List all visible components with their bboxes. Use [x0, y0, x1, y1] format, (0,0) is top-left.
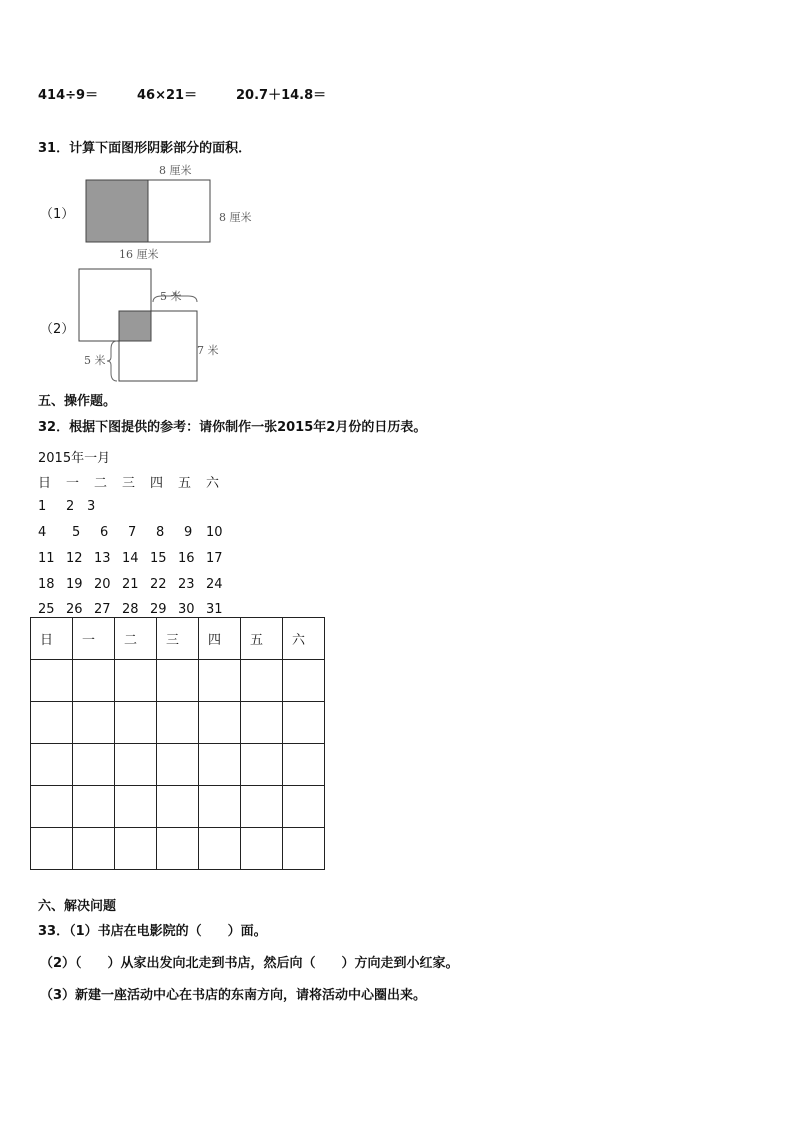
grid-header-cell: 一: [73, 618, 115, 660]
date-cell: 23: [178, 577, 195, 592]
grid-header-cell: 四: [199, 618, 241, 660]
date-cell: 5: [72, 525, 81, 540]
date-cell: 2: [66, 499, 75, 514]
q32-title: 32．根据下图提供的参考：请你制作一张2015年2月份的日历表。: [38, 420, 427, 435]
grid-cell[interactable]: [31, 744, 73, 786]
q33-line-3: （3）新建一座活动中心在书店的东南方向，请将活动中心圈出来。: [40, 988, 427, 1003]
fig2-right-dim: 7 米: [197, 344, 219, 357]
date-cell: 9: [184, 525, 193, 540]
fig2-top-dim: 5 米: [160, 290, 182, 303]
date-cell: 29: [150, 602, 167, 617]
grid-cell[interactable]: [157, 828, 199, 870]
date-cell: 11: [38, 551, 55, 566]
grid-cell[interactable]: [31, 828, 73, 870]
grid-cell[interactable]: [199, 828, 241, 870]
grid-row: [31, 660, 325, 702]
grid-cell[interactable]: [241, 744, 283, 786]
date-cell: 7: [128, 525, 137, 540]
date-cell: 17: [206, 551, 223, 566]
date-cell: 4: [38, 525, 47, 540]
grid-header-cell: 二: [115, 618, 157, 660]
grid-header-cell: 日: [31, 618, 73, 660]
grid-row: [31, 744, 325, 786]
grid-cell[interactable]: [283, 786, 325, 828]
weekday-label: 四: [150, 476, 164, 491]
date-cell: 15: [150, 551, 167, 566]
february-calendar-grid: [30, 617, 325, 870]
expression-2: 46×21＝: [137, 88, 198, 103]
date-cell: 31: [206, 602, 223, 617]
grid-header-cell: 六: [283, 618, 325, 660]
grid-cell[interactable]: [115, 744, 157, 786]
grid-cell[interactable]: [283, 702, 325, 744]
date-cell: 19: [66, 577, 83, 592]
date-cell: 20: [94, 577, 111, 592]
expression-3: 20.7＋14.8＝: [236, 88, 327, 103]
grid-cell[interactable]: [31, 786, 73, 828]
date-cell: 12: [66, 551, 83, 566]
date-cell: 1: [38, 499, 47, 514]
grid-cell[interactable]: [157, 660, 199, 702]
q33-line-2: （2）（ ）从家出发向北走到书店，然后向（ ）方向走到小红家。: [40, 956, 459, 971]
grid-cell[interactable]: [199, 660, 241, 702]
weekday-label: 五: [178, 476, 192, 491]
date-cell: 10: [206, 525, 223, 540]
grid-cell[interactable]: [241, 828, 283, 870]
date-cell: 30: [178, 602, 195, 617]
grid-cell[interactable]: [199, 744, 241, 786]
date-cell: 28: [122, 602, 139, 617]
grid-cell[interactable]: [73, 786, 115, 828]
date-cell: 6: [100, 525, 109, 540]
date-cell: 8: [156, 525, 165, 540]
grid-header-cell: 五: [241, 618, 283, 660]
date-cell: 26: [66, 602, 83, 617]
date-cell: 21: [122, 577, 139, 592]
grid-row: [31, 828, 325, 870]
fig1-bottom-dim: 16 厘米: [119, 248, 159, 261]
grid-cell[interactable]: [157, 744, 199, 786]
grid-cell[interactable]: [31, 660, 73, 702]
date-cell: 3: [87, 499, 96, 514]
grid-cell[interactable]: [115, 786, 157, 828]
grid-header-row: [31, 618, 325, 660]
grid-header-cell: 三: [157, 618, 199, 660]
grid-cell[interactable]: [115, 828, 157, 870]
date-cell: 24: [206, 577, 223, 592]
fig1-label: （1）: [40, 207, 75, 222]
fig1-top-dim: 8 厘米: [159, 164, 192, 177]
q33-line-1: 33．（1）书店在电影院的（ ）面。: [38, 924, 267, 939]
fig1-white-square: [148, 180, 210, 242]
fig2-shaded-overlap: [119, 311, 151, 341]
date-cell: 14: [122, 551, 139, 566]
january-title: 2015年一月: [38, 451, 111, 466]
grid-cell[interactable]: [157, 702, 199, 744]
fig2-label: （2）: [40, 322, 75, 337]
date-cell: 22: [150, 577, 167, 592]
grid-cell[interactable]: [115, 702, 157, 744]
grid-row: [31, 786, 325, 828]
grid-cell[interactable]: [73, 744, 115, 786]
fig1-right-dim: 8 厘米: [219, 211, 252, 224]
grid-cell[interactable]: [283, 660, 325, 702]
date-cell: 13: [94, 551, 111, 566]
grid-row: [31, 702, 325, 744]
date-cell: 18: [38, 577, 55, 592]
section-5-heading: 五、操作题。: [38, 394, 117, 409]
grid-cell[interactable]: [73, 702, 115, 744]
section-6-heading: 六、解决问题: [38, 899, 117, 914]
fig2-left-dim: 5 米: [84, 354, 106, 367]
fig1-shaded-square: [86, 180, 148, 242]
q31-title: 31．计算下面图形阴影部分的面积．: [38, 141, 252, 156]
date-cell: 27: [94, 602, 111, 617]
grid-cell[interactable]: [241, 702, 283, 744]
date-cell: 25: [38, 602, 55, 617]
date-cell: 16: [178, 551, 195, 566]
grid-cell[interactable]: [241, 786, 283, 828]
fig2-diagram: [76, 266, 226, 386]
weekday-label: 日: [38, 476, 52, 491]
grid-cell[interactable]: [73, 828, 115, 870]
grid-cell[interactable]: [115, 660, 157, 702]
expression-1: 414÷9＝: [38, 88, 99, 103]
fig2-left-brace: [107, 341, 117, 381]
grid-cell[interactable]: [199, 702, 241, 744]
grid-cell[interactable]: [283, 828, 325, 870]
weekday-label: 六: [206, 476, 220, 491]
weekday-label: 三: [122, 476, 136, 491]
grid-cell[interactable]: [241, 660, 283, 702]
grid-cell[interactable]: [157, 786, 199, 828]
grid-cell[interactable]: [31, 702, 73, 744]
grid-cell[interactable]: [283, 744, 325, 786]
grid-cell[interactable]: [73, 660, 115, 702]
grid-cell[interactable]: [199, 786, 241, 828]
weekday-label: 二: [94, 476, 108, 491]
weekday-label: 一: [66, 476, 80, 491]
